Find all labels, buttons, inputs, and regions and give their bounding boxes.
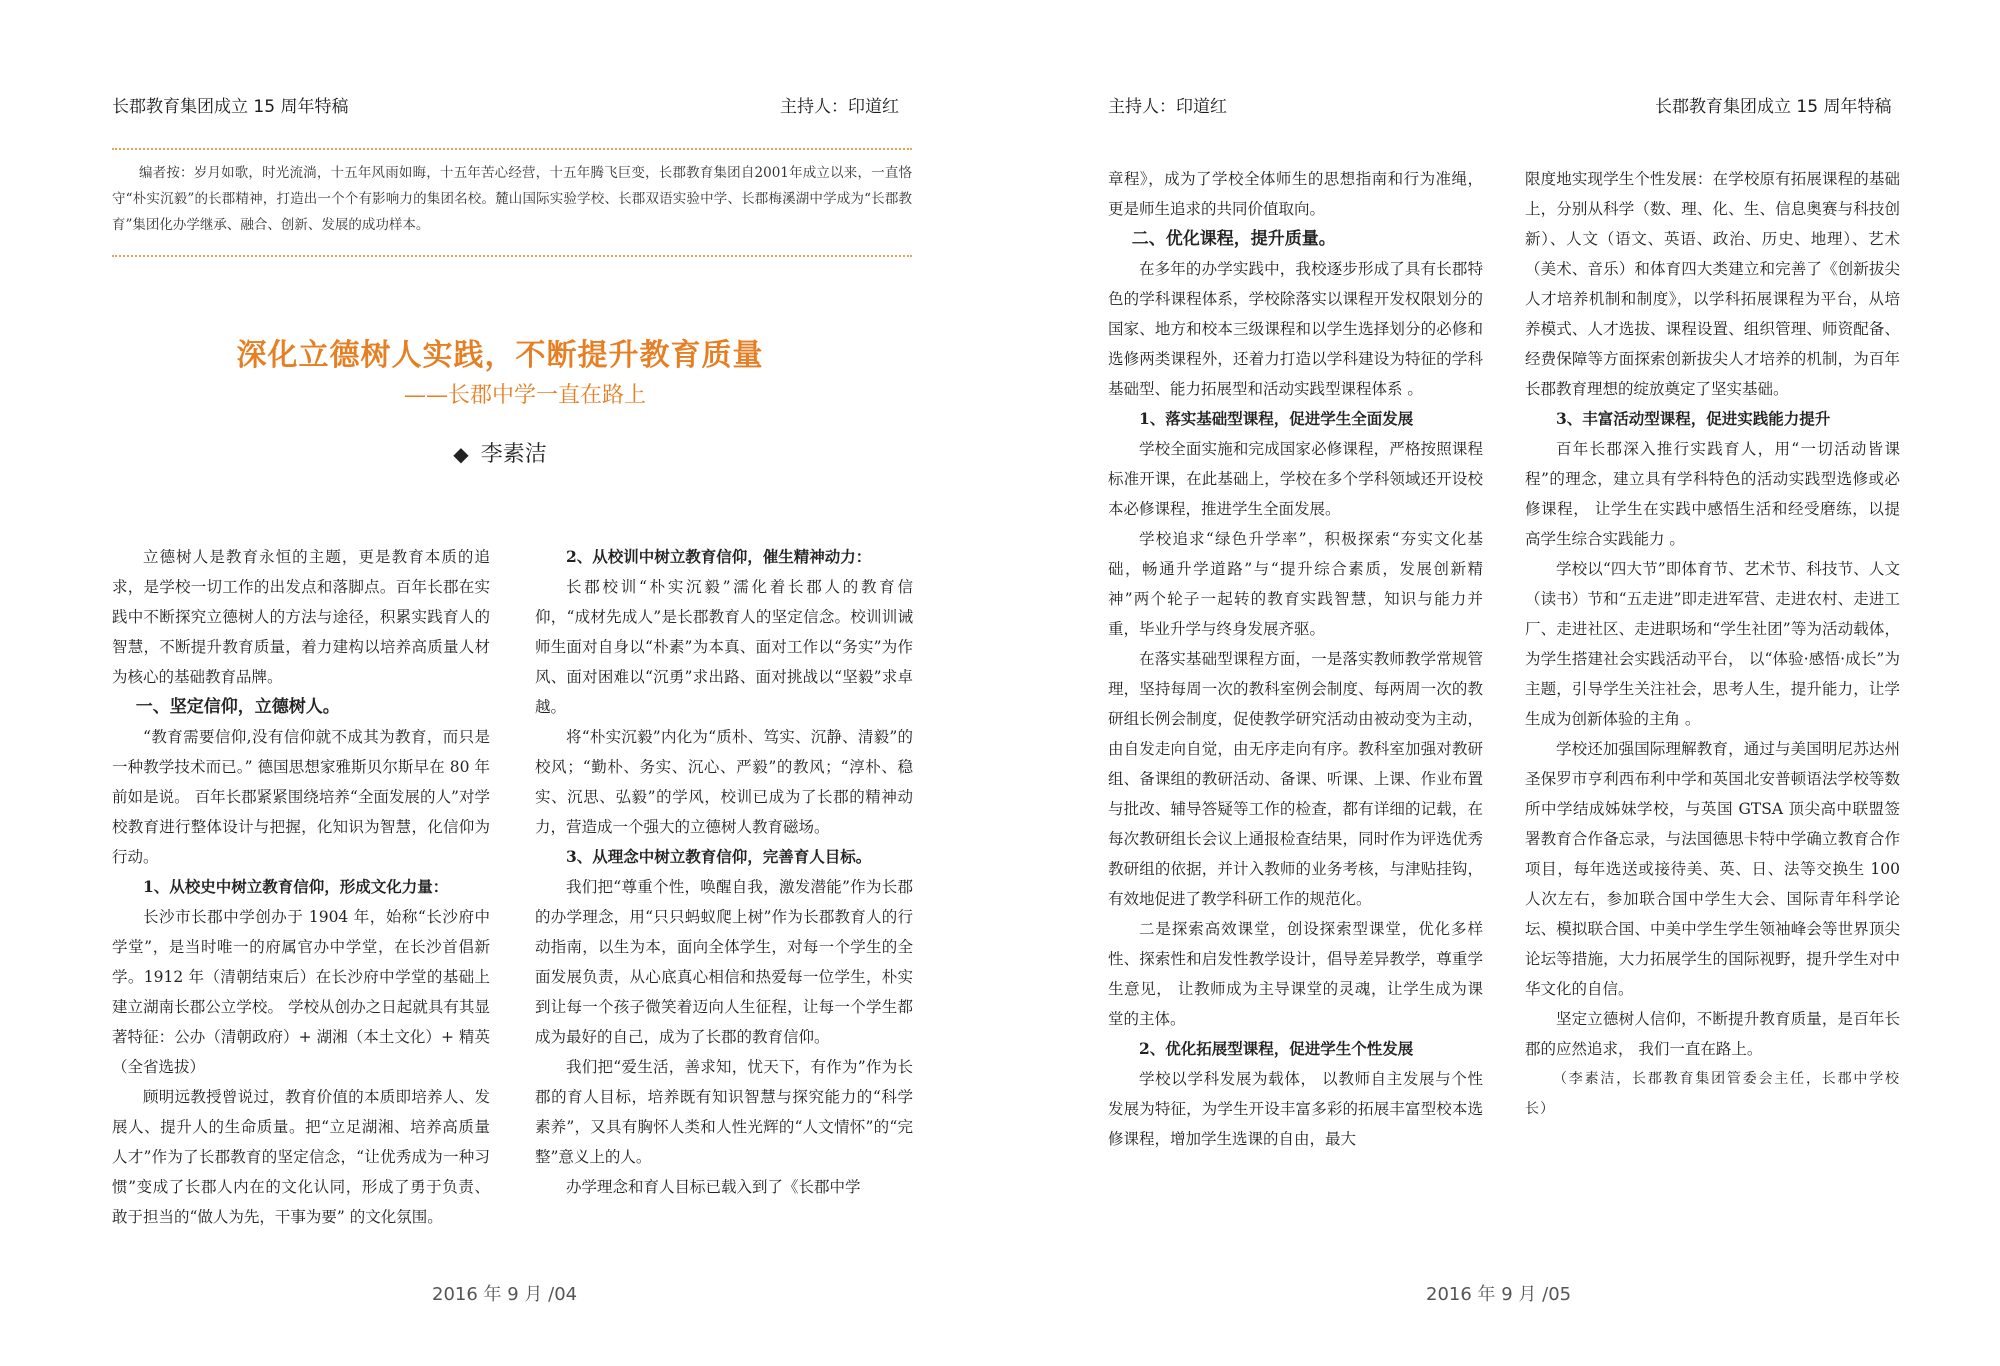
right-header-title: 长郡教育集团成立 15 周年特稿 [1655, 97, 1892, 117]
left-page-column-2 [535, 542, 913, 1202]
right-page [1000, 0, 2000, 1366]
left-page-folio: 2016 年 9 月 /04 [432, 1284, 578, 1305]
right-page-folio: 2016 年 9 月 /05 [1426, 1284, 1572, 1305]
right-page-column-2 [1525, 164, 1900, 1124]
article-author [0, 437, 1000, 468]
paragraph: 立德树人是教育永恒的主题，更是教育本质的追求，是学校一切工作的出发点和落脚点。百年长郡在实践中不断探究立德树人的方法与途径，积累实践育人的智慧，不断提升教育质量，着力建构以培养高质量人材为核心的基础教育品牌。 [112, 548, 490, 686]
note-bottom-rule [112, 255, 912, 257]
right-header-host: 主持人：印道红 [1108, 97, 1227, 117]
subsection-heading: 3、丰富活动型课程，促进实践能力提升 [1556, 409, 1831, 428]
subsection-heading: 3、从理念中树立教育信仰，完善育人目标。 [566, 847, 872, 866]
paragraph: 二是探索高效课堂，创设探索型课堂，优化多样性、探索性和启发性教学设计，倡导差异教学，尊重学生意见， 让教师成为主导课堂的灵魂，让学生成为课堂的主体。 [1108, 920, 1483, 1028]
subsection-heading: 2、优化拓展型课程，促进学生个性发展 [1139, 1039, 1414, 1058]
paragraph: 在多年的办学实践中，我校逐步形成了具有长郡特色的学科课程体系，学校除落实以课程开发权限划分的国家、地方和校本三级课程和以学生选择划分的必修和选修两类课程外，还着力打造以学科建设为特征的学科基础型、能力拓展型和活动实践型课程体系 。 [1108, 260, 1483, 398]
right-page-column-1 [1108, 164, 1483, 1154]
paragraph: 长沙市长郡中学创办于 1904 年，始称“长沙府中学堂”，是当时唯一的府属官办中学堂，在长沙首倡新学。1912 年（清朝结束后）在长沙府中学堂的基础上建立湖南长郡公立学校。 学校从创办之日起就具有其显著特征：公办（清朝政府）+ 湖湘（本土文化）+ 精英（全省选拔） [112, 908, 490, 1076]
paragraph: 学校还加强国际理解教育，通过与美国明尼苏达州圣保罗市亨利西布利中学和英国北安普顿语法学校等数所中学结成姊妹学校，与英国 GTSA 顶尖高中联盟签署教育合作备忘录，与法国德思卡特中学确立教育合作项目，每年选送或接待美、英、日、法等交换生 100 人次左右，参加联合国中学生大会、国际青年科学论坛、模拟联合国、中美中学生学生领袖峰会等世界顶尖论坛等措施，大力拓展学生的国际视野，提升学生对中华文化的自信。 [1525, 740, 1900, 998]
left-page-column-1 [112, 542, 490, 1232]
author-signature: （李素洁，长郡教育集团管委会主任，长郡中学校长） [1525, 1071, 1900, 1117]
article-subtitle: ——长郡中学一直在路上 [403, 383, 646, 408]
subsection-heading: 1、落实基础型课程，促进学生全面发展 [1139, 409, 1414, 428]
paragraph: “教育需要信仰,没有信仰就不成其为教育，而只是一种教学技术而已。” 德国思想家雅斯贝尔斯早在 80 年前如是说。 百年长郡紧紧围绕培养“全面发展的人”对学校教育进行整体设计与把握，化知识为智慧，化信仰为行动。 [112, 728, 490, 866]
subsection-heading: 2、从校训中树立教育信仰，催生精神动力： [566, 547, 872, 566]
paragraph: 办学理念和育人目标已载入到了《长郡中学 [566, 1178, 861, 1196]
paragraph: 学校以“四大节”即体育节、艺术节、科技节、人文（读书）节和“五走进”即走进军营、走进农村、走进工厂、走进社区、走进职场和“学生社团”等为活动载体，为学生搭建社会实践活动平台， 以“体验·感悟·成长”为主题，引导学生关注社会，思考人生，提升能力，让学生成为创新体验的主角 。 [1525, 560, 1900, 728]
section-heading: 二、优化课程，提升质量。 [1131, 229, 1336, 249]
paragraph-continued: 章程》，成为了学校全体师生的思想指南和行为准绳，更是师生追求的共同价值取向。 [1108, 170, 1483, 218]
editor-note: 编者按：岁月如歌，时光流淌，十五年风雨如晦，十五年苦心经营，十五年腾飞巨变，长郡教育集团自2001年成立以来，一直恪守“朴实沉毅”的长郡精神，打造出一个个有影响力的集团名校。麓山国际实验学校、长郡双语实验中学、长郡梅溪湖中学成为“长郡教育”集团化办学继承、融合、创新、发展的成功样本。 [112, 165, 912, 233]
paragraph: 学校全面实施和完成国家必修课程，严格按照课程标准开课，在此基础上，学校在多个学科领域还开设校本必修课程，推进学生全面发展。 [1108, 440, 1483, 518]
paragraph: 我们把“爱生活，善求知，忧天下，有作为”作为长郡的育人目标，培养既有知识智慧与探究能力的“科学素养”，又具有胸怀人类和人性光辉的“人文情怀”的“完整”意义上的人。 [535, 1058, 913, 1166]
diamond-icon: ◆ [453, 442, 469, 466]
paragraph: 在落实基础型课程方面，一是落实教师教学常规管理，坚持每周一次的教科室例会制度、每两周一次的教研组长例会制度，促使教学研究活动由被动变为主动，由自发走向自觉，由无序走向有序。教科室加强对教研组、备课组的教研活动、备课、听课、上课、作业布置与批改、辅导答疑等工作的检查，都有详细的记载，在每次教研组长会议上通报检查结果，同时作为评选优秀教研组的依据，并计入教师的业务考核，与津贴挂钩，有效地促进了教学科研工作的规范化。 [1108, 650, 1483, 908]
subsection-heading: 1、从校史中树立教育信仰，形成文化力量： [143, 877, 449, 896]
paragraph: 学校以学科发展为载体， 以教师自主发展与个性发展为特征，为学生开设丰富多彩的拓展丰富型校本选修课程，增加学生选课的自由，最大 [1108, 1070, 1483, 1148]
paragraph: 百年长郡深入推行实践育人，用“一切活动皆课程”的理念，建立具有学科特色的活动实践型选修或必修课程， 让学生在实践中感悟生活和经受磨练，以提高学生综合实践能力 。 [1525, 440, 1900, 548]
paragraph: 顾明远教授曾说过，教育价值的本质即培养人、发展人、提升人的生命质量。把“立足湖湘、培养高质量人才”作为了长郡教育的坚定信念，“让优秀成为一种习惯”变成了长郡人内在的文化认同，形成了勇于负责、敢于担当的“做人为先，干事为要” 的文化氛围。 [112, 1088, 490, 1226]
section-heading: 一、坚定信仰，立德树人。 [135, 697, 340, 717]
paragraph: 学校追求“绿色升学率”，积极探索“夯实文化基础，畅通升学道路”与“提升综合素质，发展创新精神”两个轮子一起转的教育实践智慧，知识与能力并重，毕业升学与终身发展齐驱。 [1108, 530, 1483, 638]
note-top-rule [112, 148, 912, 150]
paragraph: 坚定立德树人信仰，不断提升教育质量，是百年长郡的应然追求， 我们一直在路上。 [1525, 1010, 1900, 1058]
left-header-host: 主持人：印道红 [780, 97, 899, 117]
article-title: 深化立德树人实践，不断提升教育质量 [236, 338, 764, 373]
paragraph: 我们把“尊重个性，唤醒自我，激发潜能”作为长郡的办学理念，用“只只蚂蚁爬上树”作为长郡教育人的行动指南，以生为本，面向全体学生，对每一个学生的全面发展负责，从心底真心相信和热爱每一位学生，朴实到让每一个孩子微笑着迈向人生征程，让每一个学生都成为最好的自己，成为了长郡的教育信仰。 [535, 878, 913, 1046]
paragraph: 将“朴实沉毅”内化为“质朴、笃实、沉静、清毅”的校风；“勤朴、务实、沉心、严毅”的教风；“淳朴、稳实、沉思、弘毅”的学风，校训已成为了长郡的精神动力，营造成一个强大的立德树人教育磁场。 [535, 728, 913, 836]
paragraph: 长郡校训“朴实沉毅”濡化着长郡人的教育信仰，“成材先成人”是长郡教育人的坚定信念。校训训诫师生面对自身以“朴素”为本真、面对工作以“务实”为作风、面对困难以“沉勇”求出路、面对挑战以“坚毅”求卓越。 [535, 578, 913, 716]
left-header-title: 长郡教育集团成立 15 周年特稿 [112, 97, 349, 117]
author-name: 李素洁 [480, 442, 547, 467]
paragraph-continued: 限度地实现学生个性发展：在学校原有拓展课程的基础上，分别从科学（数、理、化、生、信息奥赛与科技创新）、人文（语文、英语、政治、历史、地理）、艺术（美术、音乐）和体育四大类建立和完善了《创新拔尖人才培养机制和制度》，以学科拓展课程为平台，从培养模式、人才选拔、课程设置、组织管理、师资配备、经费保障等方面探索创新拔尖人才培养的机制，为百年长郡教育理想的绽放奠定了坚实基础。 [1525, 170, 1900, 398]
